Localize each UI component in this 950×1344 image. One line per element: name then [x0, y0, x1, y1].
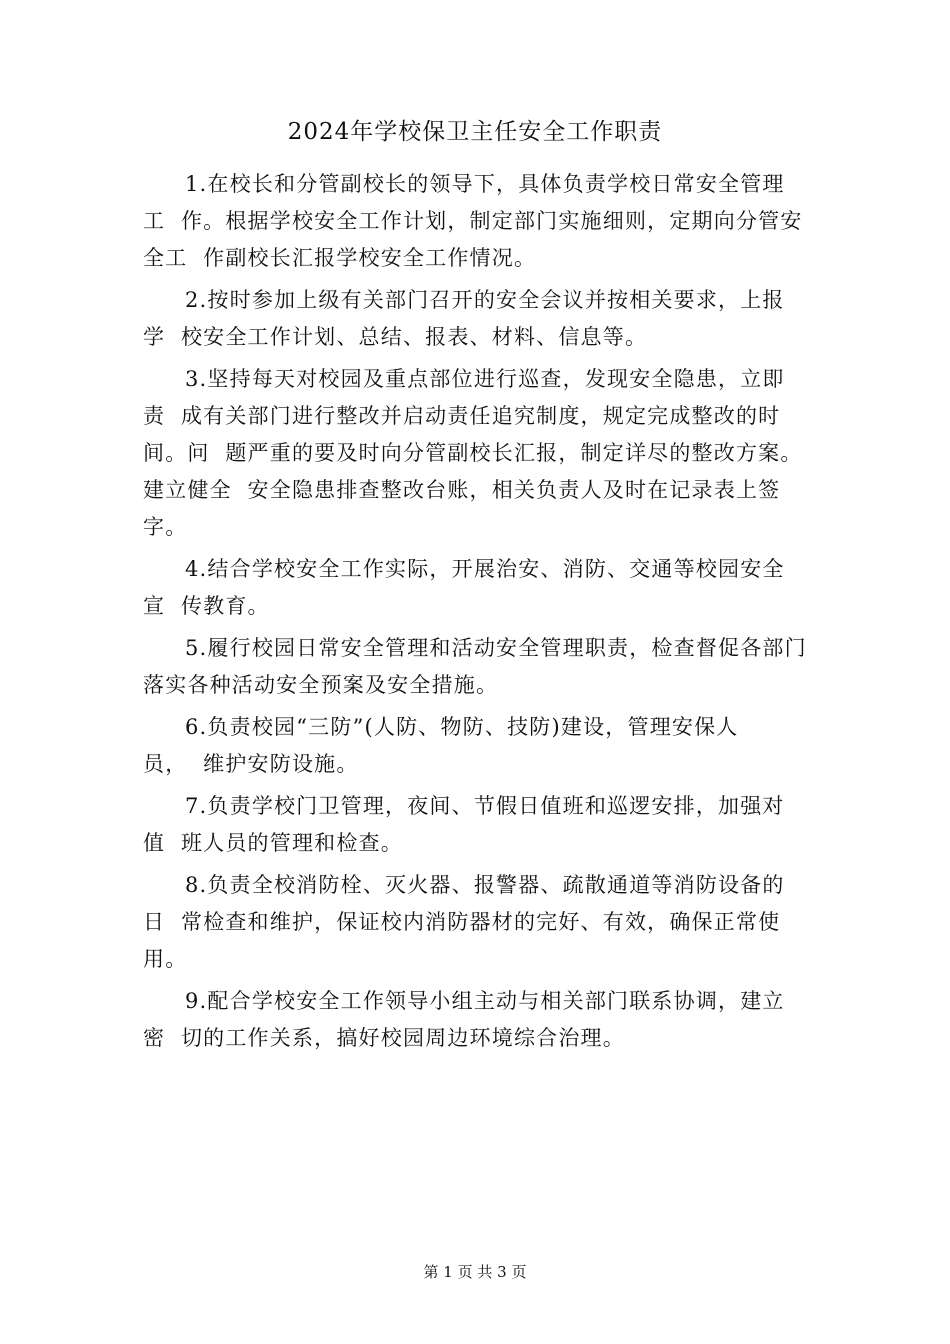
- text-line: 2.按时参加上级有关部门召开的安全会议并按相关要求，上报: [185, 288, 785, 312]
- text-line: 1.在校长和分管副校长的领导下，具体负责学校日常安全管理: [185, 172, 785, 196]
- text-line: 密 切的工作关系，搞好校园周边环境综合治理。: [143, 1026, 625, 1050]
- page-number-footer: 第 1 页 共 3 页: [423, 1263, 527, 1281]
- text-line: 5.履行校园日常安全管理和活动安全管理职责，检查督促各部门: [185, 636, 807, 660]
- duty-paragraph-8: [143, 867, 805, 978]
- duty-paragraph-6: [143, 709, 805, 783]
- duty-paragraph-9: [143, 983, 805, 1057]
- text-line: 建立健全 安全隐患排查整改台账，相关负责人及时在记录表上签: [143, 478, 781, 502]
- duty-paragraph-2: [143, 282, 805, 356]
- text-line: 字。: [143, 515, 188, 539]
- text-line: 学 校安全工作计划、总结、报表、材料、信息等。: [143, 325, 648, 349]
- text-line: 日 常检查和维护，保证校内消防器材的完好、有效，确保正常使: [143, 910, 781, 934]
- text-line: 3.坚持每天对校园及重点部位进行巡查，发现安全隐患，立即: [185, 367, 785, 391]
- text-line: 宣 传教育。: [143, 594, 270, 618]
- text-line: 落实各种活动安全预案及安全措施。: [143, 673, 499, 697]
- text-line: 8.负责全校消防栓、灭火器、报警器、疏散通道等消防设备的: [185, 873, 785, 897]
- duty-paragraph-3: [143, 361, 805, 546]
- duty-paragraph-5: [143, 630, 805, 704]
- duty-paragraph-4: [143, 551, 805, 625]
- text-line: 间。问 题严重的要及时向分管副校长汇报，制定详尽的整改方案。: [143, 441, 803, 465]
- duty-paragraph-7: [143, 788, 805, 862]
- text-line: 6.负责校园“三防”(人防、物防、技防)建设，管理安保人: [185, 715, 739, 739]
- text-line: 值 班人员的管理和检查。: [143, 831, 403, 855]
- text-line: 用。: [143, 947, 188, 971]
- text-line: 7.负责学校门卫管理，夜间、节假日值班和巡逻安排，加强对: [185, 794, 785, 818]
- duty-paragraph-1: [143, 166, 805, 277]
- document-title: 2024年学校保卫主任安全工作职责: [287, 119, 663, 145]
- document-body: [143, 166, 805, 1062]
- text-line: 责 成有关部门进行整改并启动责任追究制度，规定完成整改的时: [143, 404, 781, 428]
- text-line: 员， 维护安防设施。: [143, 752, 359, 776]
- text-line: 4.结合学校安全工作实际，开展治安、消防、交通等校园安全: [185, 557, 785, 581]
- text-line: 9.配合学校安全工作领导小组主动与相关部门联系协调，建立: [185, 989, 785, 1013]
- text-line: 全工 作副校长汇报学校安全工作情况。: [143, 246, 537, 270]
- text-line: 工 作。根据学校安全工作计划，制定部门实施细则，定期向分管安: [143, 209, 803, 233]
